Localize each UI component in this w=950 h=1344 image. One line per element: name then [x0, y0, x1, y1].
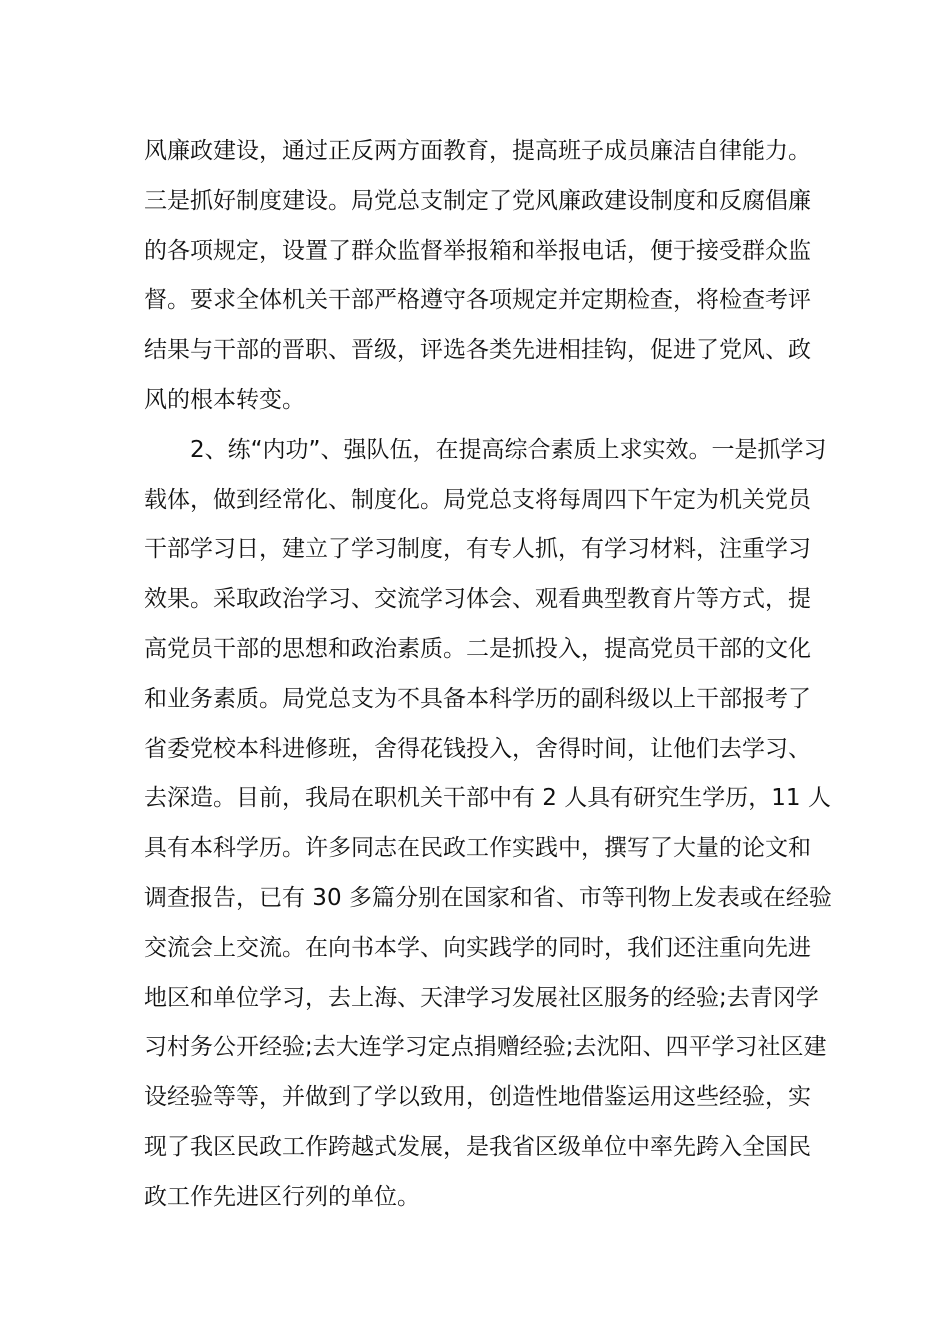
- text-line: 省委党校本科进修班，舍得花钱投入，舍得时间，让他们去学习、: [144, 735, 811, 762]
- text-line: 去深造。目前，我局在职机关干部中有 2 人具有研究生学历，11 人: [144, 785, 831, 812]
- text-line: 效果。采取政治学习、交流学习体会、观看典型教育片等方式，提: [144, 586, 811, 613]
- text-line: 三是抓好制度建设。局党总支制定了党风廉政建设制度和反腐倡廉: [144, 187, 811, 214]
- text-line: 交流会上交流。在向书本学、向实践学的同时，我们还注重向先进: [144, 934, 811, 961]
- document-body: [144, 127, 832, 1223]
- text-line: 干部学习日，建立了学习制度，有专人抓，有学习材料，注重学习: [144, 536, 811, 563]
- text-line: 地区和单位学习，去上海、天津学习发展社区服务的经验;去青冈学: [144, 984, 819, 1011]
- text-line: 高党员干部的思想和政治素质。二是抓投入，提高党员干部的文化: [144, 635, 811, 662]
- text-line: 习村务公开经验;去大连学习定点捐赠经验;去沈阳、四平学习社区建: [144, 1034, 827, 1061]
- text-line: 设经验等等，并做到了学以致用，创造性地借鉴运用这些经验，实: [144, 1084, 811, 1111]
- text-line: 风廉政建设，通过正反两方面教育，提高班子成员廉洁自律能力。: [144, 138, 811, 164]
- text-line: 现了我区民政工作跨越式发展，是我省区级单位中率先跨入全国民: [144, 1133, 811, 1160]
- text-line: 政工作先进区行列的单位。: [144, 1183, 420, 1210]
- paragraph-start-line: 2、练“内功”、强队伍，在提高综合素质上求实效。一是抓学习: [190, 436, 827, 463]
- text-line: 风的根本转变。: [144, 386, 305, 413]
- text-line: 的各项规定，设置了群众监督举报箱和举报电话，便于接受群众监: [144, 237, 811, 264]
- text-line: 和业务素质。局党总支为不具备本科学历的副科级以上干部报考了: [144, 685, 811, 712]
- text-line: 载体，做到经常化、制度化。局党总支将每周四下午定为机关党员: [144, 486, 811, 513]
- text-line: 具有本科学历。许多同志在民政工作实践中，撰写了大量的论文和: [144, 835, 811, 862]
- text-line: 结果与干部的晋职、晋级，评选各类先进相挂钩，促进了党风、政: [144, 337, 811, 364]
- text-line: 督。要求全体机关干部严格遵守各项规定并定期检查，将检查考评: [144, 287, 811, 314]
- text-line: 调查报告，已有 30 多篇分别在国家和省、市等刊物上发表或在经验: [144, 884, 832, 911]
